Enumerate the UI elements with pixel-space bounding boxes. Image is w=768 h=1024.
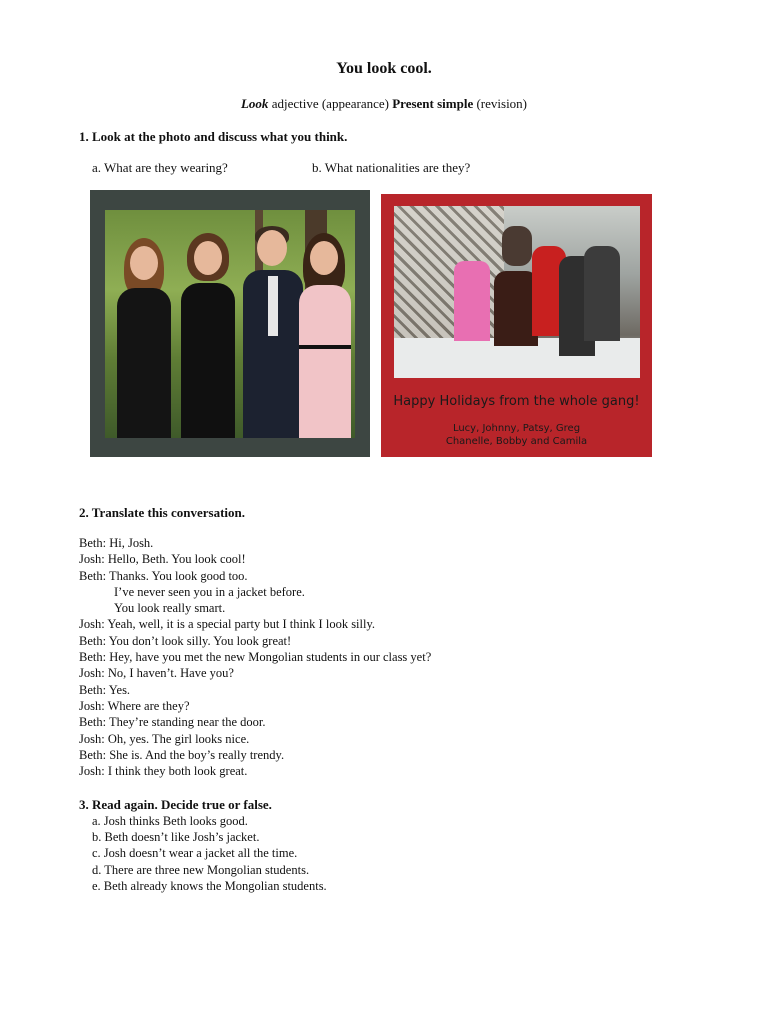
conversation (79, 535, 431, 779)
holiday-names-line1: Lucy, Johnny, Patsy, Greg (452, 423, 581, 434)
dialog-line: Josh: Hello, Beth. You look cool! (79, 552, 246, 567)
dialog-line: Beth: Hi, Josh. (79, 536, 154, 550)
dialog-line: Josh: I think they both look great. (79, 764, 248, 779)
list-item: d. There are three new Mongolian students. (92, 862, 310, 877)
section2-heading: 2. Translate this conversation. (79, 505, 245, 520)
subtitle-revision: (revision) (473, 96, 528, 111)
question-b: b. What nationalities are they? (312, 160, 471, 175)
holiday-card-photo (381, 194, 652, 457)
subtitle-adjective: adjective (appearance) (268, 96, 393, 111)
page-subtitle (0, 96, 768, 112)
subtitle-present-simple: Present simple (392, 96, 474, 111)
list-item: c. Josh doesn’t wear a jacket all the time. (92, 846, 298, 861)
dialog-line: Josh: No, I haven’t. Have you? (79, 666, 234, 681)
list-item: e. Beth already knows the Mongolian students. (92, 878, 327, 893)
list-item: a. Josh thinks Beth looks good. (92, 814, 248, 828)
holiday-card-image (394, 206, 640, 378)
holiday-greeting: Happy Holidays from the whole gang! (393, 394, 640, 409)
dialog-line: Beth: Yes. (79, 682, 131, 697)
holiday-names-line2: Chanelle, Bobby and Camila (445, 436, 588, 447)
dialog-line: Beth: They’re standing near the door. (79, 715, 266, 730)
dialog-line: I’ve never seen you in a jacket before. (114, 584, 305, 599)
dialog-line: Beth: She is. And the boy’s really trendy. (79, 747, 285, 762)
dialog-line: Beth: Thanks. You look good too. (79, 568, 248, 583)
dialog-line: You look really smart. (114, 601, 226, 616)
question-a: a. What are they wearing? (92, 160, 228, 175)
page-title: You look cool. (336, 60, 432, 77)
dialog-line: Josh: Yeah, well, it is a special party but I think I look silly. (79, 617, 376, 632)
subtitle-look: Look (240, 96, 269, 111)
section3-heading: 3. Read again. Decide true or false. (79, 797, 272, 812)
dialog-line: Beth: Hey, have you met the new Mongolian students in our class yet? (79, 650, 432, 665)
family-photo-image (105, 210, 355, 438)
dialog-line: Josh: Oh, yes. The girl looks nice. (79, 731, 250, 746)
dialog-line: Josh: Where are they? (79, 698, 190, 713)
list-item: b. Beth doesn’t like Josh’s jacket. (92, 830, 260, 845)
dialog-line: Beth: You don’t look silly. You look great! (79, 633, 292, 648)
family-photo (90, 190, 370, 457)
true-false-list (92, 813, 327, 894)
section1-heading: 1. Look at the photo and discuss what you think. (79, 129, 348, 144)
